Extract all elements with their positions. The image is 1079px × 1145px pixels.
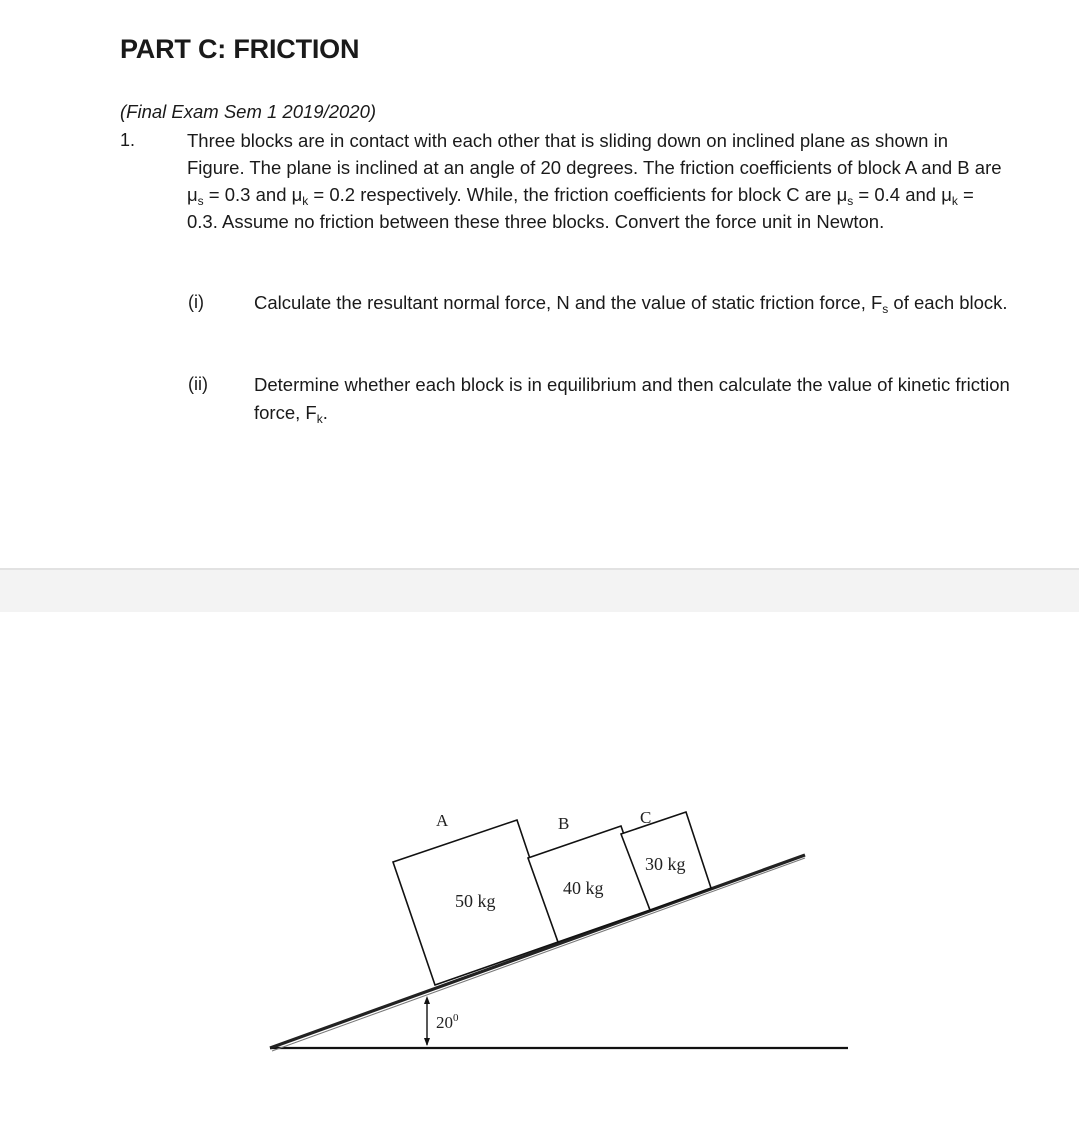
subquestion-text-part: Calculate the resultant normal force, N and the value of static friction force, F xyxy=(254,292,883,313)
subquestion-number: (ii) xyxy=(188,374,208,394)
page-title: PART C: FRICTION xyxy=(120,34,360,64)
block-c-mass: 30 kg xyxy=(645,854,686,874)
angle-label xyxy=(436,1012,459,1032)
subscript: k xyxy=(951,194,958,208)
block-c-label: C xyxy=(640,808,652,827)
exam-source: (Final Exam Sem 1 2019/2020) xyxy=(120,101,377,122)
block-a-mass: 50 kg xyxy=(455,891,496,911)
subscript: k xyxy=(302,194,309,208)
question-text-part: = 0.4 and μ xyxy=(853,184,952,205)
subscript: s xyxy=(197,194,204,208)
block-a-label: A xyxy=(436,811,449,830)
block-b-mass: 40 kg xyxy=(563,878,604,898)
inclined-plane-figure xyxy=(0,612,1079,1145)
question-text-part: = 0.3. Assume no friction between these three blocks. Convert the force unit in Newton. xyxy=(187,184,974,232)
subquestion-text xyxy=(254,289,1014,317)
question-text-part: Three blocks are in contact with each other that is sliding down on inclined plane as shown in Figure. The plane is inclined at an angle of 20 degrees. The friction coefficients of block A and B are μ xyxy=(187,130,1002,205)
angle-value: 20 xyxy=(436,1013,453,1032)
question-text-part: = 0.2 respectively. While, the friction coefficients for block C are μ xyxy=(308,184,848,205)
subquestion-text xyxy=(254,371,1014,426)
subquestion-number: (i) xyxy=(188,292,204,312)
subquestion-text-part: of each block. xyxy=(888,292,1008,313)
subscript: s xyxy=(882,302,889,316)
page-divider xyxy=(0,568,1079,612)
block-b-label: B xyxy=(558,814,570,833)
angle-arrow-bottom xyxy=(424,1038,430,1046)
subquestion-text-part: . xyxy=(322,401,328,423)
angle-unit-superscript: 0 xyxy=(453,1012,459,1024)
angle-arrow-top xyxy=(424,996,430,1004)
question-text xyxy=(187,127,1007,235)
question-number: 1. xyxy=(120,130,136,150)
subscript: s xyxy=(847,194,854,208)
subscript: k xyxy=(316,411,323,426)
subquestion-text-part: Determine whether each block is in equilibrium and then calculate the value of kinetic friction force, F xyxy=(254,374,1010,423)
question-text-part: = 0.3 and μ xyxy=(203,184,303,205)
